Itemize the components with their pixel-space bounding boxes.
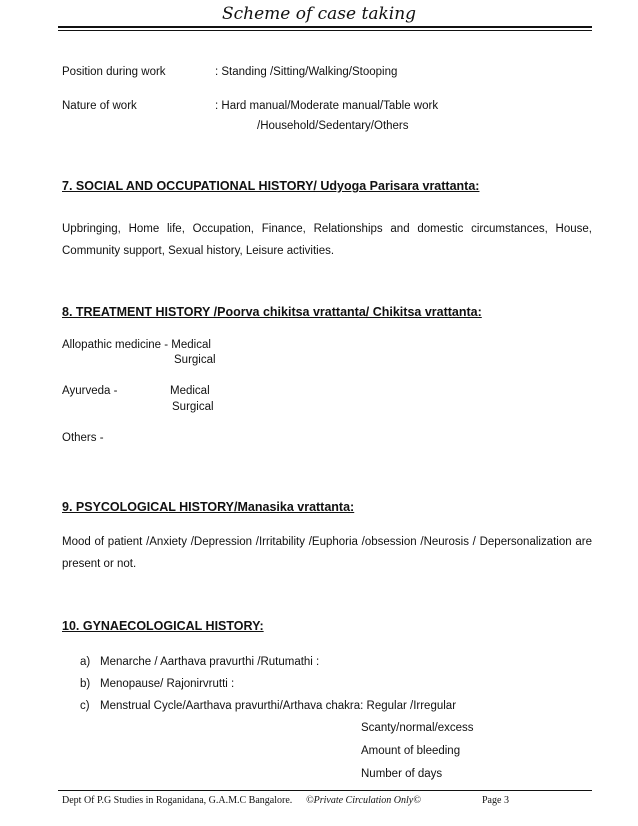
section-9-heading: 9. PSYCOLOGICAL HISTORY/Manasika vrattanta: <box>62 500 355 514</box>
page-header-title: Scheme of case taking <box>221 4 417 24</box>
position-during-work-value: : Standing /Sitting/Walking/Stooping <box>215 66 398 78</box>
item-a-marker: a) <box>80 656 91 668</box>
position-during-work-label: Position during work <box>62 66 166 78</box>
amount-of-bleeding: Amount of bleeding <box>361 745 461 757</box>
nature-of-work-label: Nature of work <box>62 100 137 112</box>
header-rule-thin <box>58 30 592 31</box>
menarche-item: Menarche / Aarthava pravurthi /Rutumathi : <box>100 656 320 668</box>
item-c-marker: c) <box>80 700 90 712</box>
section-9-body: Mood of patient /Anxiety /Depression /Irritability /Euphoria /obsession /Neurosis / Depersonalization are present or not. <box>62 536 592 570</box>
number-of-days: Number of days <box>361 768 443 780</box>
header-rule <box>58 26 592 28</box>
menstrual-cycle-item: Menstrual Cycle/Aarthava pravurthi/Arthava chakra: Regular /Irregular <box>100 700 457 712</box>
others-label: Others - <box>62 432 104 444</box>
footer-rule <box>58 790 592 791</box>
section-10-heading: 10. GYNAECOLOGICAL HISTORY: <box>62 619 264 633</box>
ayurveda-label: Ayurveda - <box>62 385 118 397</box>
menstrual-flow-option: Scanty/normal/excess <box>361 722 474 734</box>
allopathic-medicine-label: Allopathic medicine - Medical <box>62 339 211 351</box>
footer-circulation: ©Private Circulation Only© <box>306 795 421 806</box>
footer-department: Dept Of P.G Studies in Roganidana, G.A.M.C Bangalore. <box>62 795 293 806</box>
footer-page-number: Page 3 <box>482 795 509 806</box>
section-7-heading: 7. SOCIAL AND OCCUPATIONAL HISTORY/ Udyoga Parisara vrattanta: <box>62 179 480 193</box>
ayurveda-medical: Medical <box>170 385 210 397</box>
nature-of-work-value: : Hard manual/Moderate manual/Table work <box>215 100 439 112</box>
allopathic-surgical: Surgical <box>174 354 216 366</box>
item-b-marker: b) <box>80 678 91 690</box>
section-7-body: Upbringing, Home life, Occupation, Finance, Relationships and domestic circumstances, House, Community support, Sexual history, Leisure activities. <box>62 223 592 257</box>
menopause-item: Menopause/ Rajonirvrutti : <box>100 678 235 690</box>
nature-of-work-value-cont: /Household/Sedentary/Others <box>257 120 409 132</box>
section-8-heading: 8. TREATMENT HISTORY /Poorva chikitsa vrattanta/ Chikitsa vrattanta: <box>62 305 482 319</box>
ayurveda-surgical: Surgical <box>172 401 214 413</box>
